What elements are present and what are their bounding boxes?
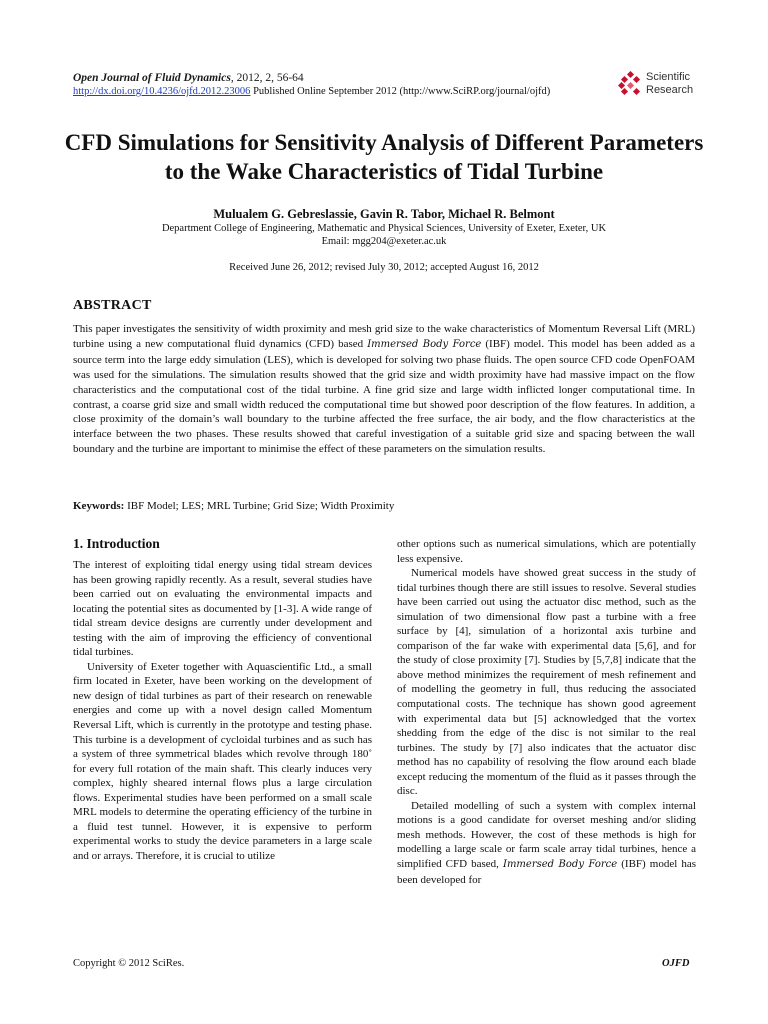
affiliation-block (60, 222, 708, 248)
doi-line (73, 86, 550, 97)
email: Email: mgg204@exeter.ac.uk (321, 236, 447, 247)
section-heading-introduction: 1. Introduction (73, 536, 160, 551)
published-text: Published Online September 2012 (http://www.SciRP.org/journal/ojfd) (250, 86, 551, 97)
intro-paragraph-5: Detailed modelling of such a system with complex internal motions is a good candidate for overset meshing and/or sliding mesh methods. However, the cost of these methods is high for modelling a large scale or farm scale array tidal turbines, hence a simplified CFD based, Immersed Body Force (IBF) model has been developed for (397, 799, 696, 886)
ibf-term: Immersed Body Force (503, 859, 618, 871)
logo-icon (618, 71, 644, 97)
intro-paragraph-2: University of Exeter together with Aquascientific Ltd., a small firm located in Exeter, have been working on the development of new design of tidal turbines as part of their research on renewable energies and come up with a novel design called Momentum Reversal Lift, which is currently in the prototype and testing phase. This turbine is a development of cycloidal turbines and as such has a system of three symmetrical blades which revolve through 180˚ for every full rotation of the main shaft. This clearly induces very complex, highly sheared internal flows plus a large circulation flows. Experimental studies have been performed on a small scale MRL models to determine the operating efficiency of the turbine in a fluid test tunnel. However, it is expensive to perform experimental works to study the device parameters in a large scale and or arrays. Therefore, it is crucial to utilize (73, 660, 372, 862)
doi-link[interactable]: http://dx.doi.org/10.4236/ojfd.2012.23006 (73, 86, 251, 97)
intro-paragraph-4: Numerical models have showed great success in the study of tidal turbines though there are still issues to resolve. Several studies have been carried out using the actuator disc method, such as the simulation of two dimensional flow past a turbine with a free surface by [4], simulation of a horizontal axis turbine and comparison of the far wake with experimental data [5,6], and for the study of close proximity [7]. Studies by [5,7,8] indicate that the above method minimizes the requirement of mesh refinement and of modelling the geometry in full, thus reducing the associated computational costs. The technique has shown good agreement with experimental data but [5] acknowledged that the vortex shedding from the edge of the disc is not similar to the real turbines. The study by [7] also indicates that the actuator disc method has no capability of resolving the flow around each blade except reducing the momentum of the fluid as it passes through the disc. (397, 567, 696, 798)
right-column (397, 537, 696, 887)
affiliation: Department College of Engineering, Mathematic and Physical Sciences, University of Exeter, Exeter, UK (161, 223, 607, 234)
keywords (73, 500, 695, 512)
journal-citation (73, 72, 304, 84)
intro-paragraph-3: other options such as numerical simulations, which are potentially less expensive. (397, 538, 696, 565)
scientific-research-logo (618, 71, 708, 101)
authors: Mulualem G. Gebreslassie, Gavin R. Tabor, Michael R. Belmont (213, 207, 555, 221)
keywords-text: IBF Model; LES; MRL Turbine; Grid Size; Width Proximity (124, 500, 395, 512)
logo-text: Scientific Research (646, 71, 694, 96)
journal-abbrev: OJFD (662, 958, 690, 969)
journal-name: Open Journal of Fluid Dynamics (73, 72, 231, 84)
abstract-heading: ABSTRACT (73, 298, 152, 313)
paper-title: CFD Simulations for Sensitivity Analysis of Different Parameters to the Wake Characteristics of Tidal Turbine (64, 130, 704, 184)
journal-volume: , 2012, 2, 56-64 (230, 72, 304, 84)
intro-paragraph-1: The interest of exploiting tidal energy using tidal stream devices has been growing rapidly recently. As a result, several studies have been carried out on evaluating the environmental impacts and locating the potential sites as documented by [1-3]. A wide range of tidal stream device designs are currently under development and testing with the aim of improving the efficiency of conventional tidal turbines. (73, 559, 372, 659)
copyright: Copyright © 2012 SciRes. (73, 958, 185, 969)
left-column (73, 536, 372, 863)
abstract-text: This paper investigates the sensitivity of width proximity and mesh grid size to the wake characteristics of Momentum Reversal Lift (MRL) turbine using a new computational fluid dynamics (CFD) based Immersed Body Force (IBF) model. This model has been added as a source term into the large eddy simulation (LES), which is developed for solving two phase fluids. The open source CFD code OpenFOAM was used for the simulations. The simulation results showed that the grid size and width proximity have had massive impact on the flow characteristics and the computational cost of the tidal turbine. A fine grid size and large width inflicted longer computational time. In contrast, a coarse grid size and small width reduced the computational time but showed poor description of the flow features. In addition, a close proximity of the domain’s wall boundary to the turbine affected the free surface, the air body, and the flow characteristics at the interface between the two phases. These results showed that careful investigation of a suitable grid size and spacing between the wall boundary and the turbine are important to minimise the effect of these parameters on the simulation results. (73, 323, 695, 456)
ibf-term: Immersed Body Force (367, 338, 482, 350)
received-dates: Received June 26, 2012; revised July 30, 2012; accepted August 16, 2012 (229, 262, 539, 273)
keywords-label: Keywords: (73, 500, 125, 512)
